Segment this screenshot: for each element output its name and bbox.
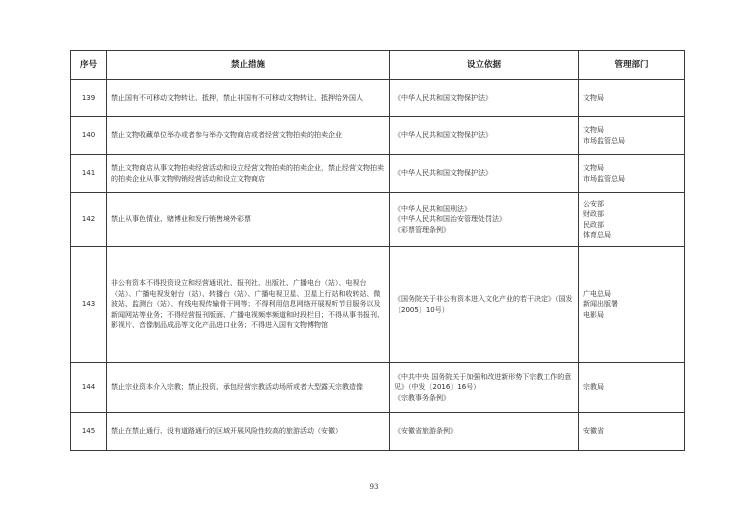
row-num: 140: [71, 117, 107, 155]
policy-table: [70, 50, 685, 451]
dept-line: 广电总局: [583, 289, 611, 298]
row-dept: [579, 363, 685, 413]
table-row: [71, 247, 685, 363]
row-num: 143: [71, 247, 107, 363]
dept-line: 文物局: [583, 164, 604, 172]
header-dept: 管理部门: [579, 51, 685, 80]
table-row: [71, 155, 685, 193]
row-num: 145: [71, 413, 107, 451]
row-dept: [579, 193, 685, 247]
table-row: [71, 80, 685, 117]
basis-line: 《中华人民共和国文物保护法》: [394, 131, 492, 140]
dept-line: 文物局: [583, 93, 604, 102]
dept-line: 体育总局: [583, 231, 611, 239]
page-number: 93: [369, 483, 379, 491]
row-num: 144: [71, 363, 107, 413]
basis-line: 《宗教事务条例》: [394, 393, 450, 402]
row-basis: [390, 80, 579, 117]
table-row: [71, 413, 685, 451]
row-measure: 禁止国有不可移动文物转让、抵押，禁止非国有不可移动文物转让、抵押给外国人: [107, 80, 390, 117]
header-measure: 禁止措施: [107, 51, 390, 80]
row-dept: [579, 155, 685, 193]
row-basis: [390, 413, 579, 451]
row-dept: [579, 247, 685, 363]
row-dept: [579, 413, 685, 451]
dept-line: 宗教局: [583, 383, 604, 392]
row-measure: 禁止宗业资本介入宗教；禁止投资、承包经营宗教活动场所或者大型露天宗教造像: [107, 363, 390, 413]
dept-line: 安徽省: [583, 427, 604, 436]
dept-line: 电影局: [583, 310, 604, 319]
header-num: 序号: [71, 51, 107, 80]
row-num: 139: [71, 80, 107, 117]
dept-line: 市场监管总局: [583, 174, 625, 183]
basis-line: 《中共中央 国务院关于加强和改进新形势下宗教工作的意见》（中发〔2016〕16号）: [394, 372, 572, 392]
row-dept: [579, 80, 685, 117]
row-measure: 禁止文物收藏单位举办或者参与举办文物商店或者经营文物拍卖的拍卖企业: [107, 117, 390, 155]
header-basis: 设立依据: [390, 51, 579, 80]
basis-line: 《安徽省旅游条例》: [394, 427, 457, 436]
row-basis: [390, 155, 579, 193]
dept-line: 民政部: [583, 220, 604, 229]
row-basis: [390, 363, 579, 413]
dept-line: 公安部: [583, 199, 604, 208]
row-measure: 非公有资本不得投资设立和经营通讯社、报刊社、出版社、广播电台（站）、电视台（站）、广播电视发射台（站）、转播台（站）、广播电视卫星、卫星上行站和收转站、微波站、监测台（站）、有线电视传输骨干网等；不得利用信息网络开展视听节目服务以及新闻网站等业务；不得经营报刊版面、广播电视频率频道和时段栏目；不得从事书报刊、影视片、音像制品成品等文化产品进口业务；不得进入国有文物博物馆: [107, 247, 390, 363]
row-basis: [390, 193, 579, 247]
dept-line: 财政部: [583, 210, 604, 218]
row-num: 141: [71, 155, 107, 193]
table-row: [71, 117, 685, 155]
row-num: 142: [71, 193, 107, 247]
basis-line: 《中华人民共和国刑法》: [394, 204, 471, 213]
dept-line: 市场监管总局: [583, 136, 625, 145]
row-measure: 禁止文物商店从事文物拍卖经营活动和设立经营文物拍卖的拍卖企业，禁止经营文物拍卖的拍卖企业从事文物购销经营活动和设立文物商店: [107, 155, 390, 193]
basis-line: 《中华人民共和国治安管理处罚法》: [394, 215, 506, 224]
table-row: [71, 363, 685, 413]
row-basis: 《国务院关于非公有资本进入文化产业的若干决定》（国发〔2005〕10号）: [390, 247, 579, 363]
basis-line: 《彩票管理条例》: [394, 225, 450, 234]
row-basis: [390, 117, 579, 155]
row-measure: 禁止在禁止通行、没有道路通行的区域开展风险性较高的旅游活动（安徽）: [107, 413, 390, 451]
row-dept: [579, 117, 685, 155]
dept-line: 新闻出版署: [583, 300, 618, 309]
basis-line: 《中华人民共和国文物保护法》: [394, 93, 492, 102]
table-header-row: [71, 51, 685, 80]
dept-line: 文物局: [583, 126, 604, 134]
row-measure: 禁止从事色情业、赌博业和发行销售境外彩票: [107, 193, 390, 247]
basis-line: 《中华人民共和国文物保护法》: [394, 169, 492, 178]
table-row: [71, 193, 685, 247]
